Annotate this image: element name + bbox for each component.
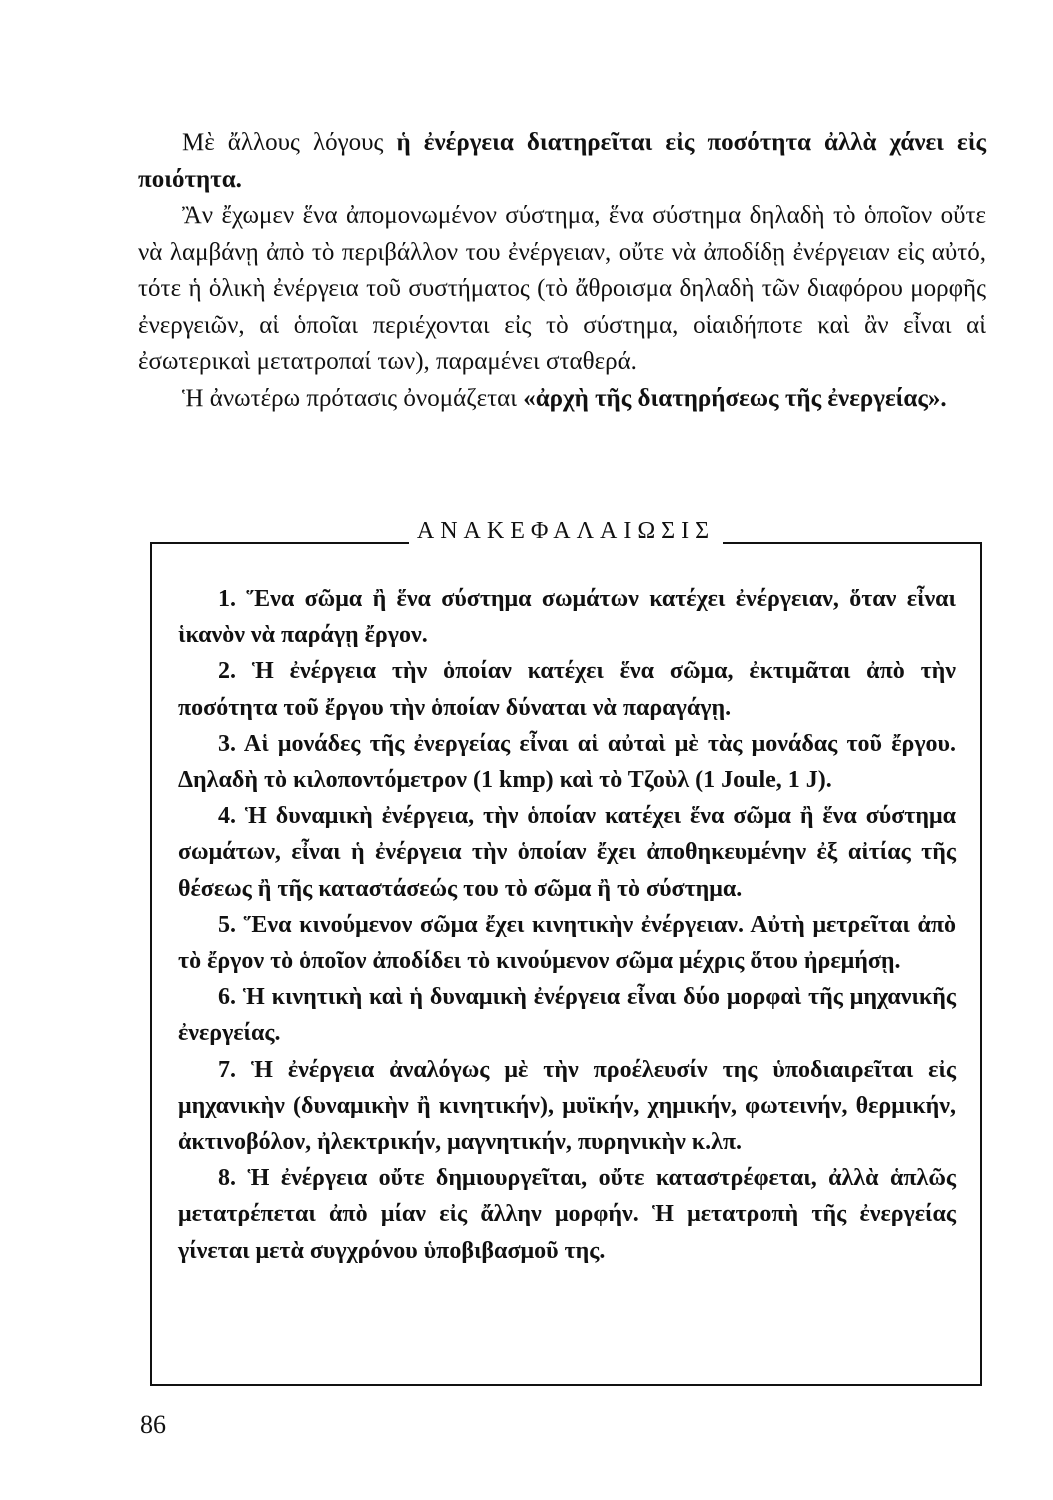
summary-item-8: 8. Ἡ ἐνέργεια οὔτε δημιουργεῖται, οὔτε καταστρέφεται, ἀλλὰ ἁπλῶς μετατρέπεται ἀπὸ μίαν εἰς ἄλλην μορφήν. Ἡ μετατροπὴ τῆς ἐνεργείας γίνεται μετὰ συγχρόνου ὑποβιβασμοῦ της.: [178, 1165, 956, 1264]
summary-item-6: 6. Ἡ κινητικὴ καὶ ἡ δυναμικὴ ἐνέργεια εἶναι δύο μορφαὶ τῆς μηχανικῆς ἐνεργείας.: [178, 984, 956, 1047]
intro-paragraph-1: [138, 125, 986, 198]
summary-item-1: 1. Ἕνα σῶμα ἢ ἕνα σύστημα σωμάτων κατέχει ἐνέργειαν, ὅταν εἶναι ἱκανὸν νὰ παράγῃ ἔργον.: [178, 586, 956, 649]
intro-p1-normal: Μὲ ἄλλους λόγους: [182, 129, 397, 156]
page-number: 86: [140, 1410, 166, 1439]
intro-paragraph-3: [138, 381, 986, 418]
intro-p3-bold: «ἀρχὴ τῆς διατηρήσεως τῆς ἐνεργείας».: [523, 384, 947, 412]
summary-header: [150, 518, 982, 545]
intro-p3-normal: Ἡ ἀνωτέρω πρότασις ὀνομάζεται: [182, 384, 524, 412]
intro-p1-bold: ἡ ἐνέργεια διατηρεῖται εἰς ποσότητα ἀλλὰ χάνει εἰς ποιότητα.: [138, 129, 986, 193]
intro-text: [138, 125, 986, 417]
summary-item-4: 4. Ἡ δυναμικὴ ἐνέργεια, τὴν ὁποίαν κατέχει ἕνα σῶμα ἢ ἕνα σύστημα σωμάτων, εἶναι ἡ ἐνέργεια τὴν ὁποίαν ἔχει ἀποθηκευμένην ἐξ αἰτίας τῆς θέσεως ἢ τῆς καταστάσεώς του τὸ σῶμα ἢ τὸ σύστημα.: [178, 803, 956, 902]
intro-paragraph-2: Ἂν ἔχωμεν ἕνα ἀπομονωμένον σύστημα, ἕνα σύστημα δηλαδὴ τὸ ὁποῖον οὔτε νὰ λαμβάνῃ ἀπὸ τὸ περιβάλλον του ἐνέργειαν, οὔτε νὰ ἀποδίδῃ ἐνέργειαν εἰς αὐτό, τότε ἡ ὁλικὴ ἐνέργεια τοῦ συστήματος (τὸ ἄθροισμα δηλαδὴ τῶν διαφόρου μορφῆς ἐνεργειῶν, αἱ ὁποῖαι περιέχονται εἰς τὸ σύστημα, οἱαιδήποτε καὶ ἂν εἶναι αἱ ἐσωτερικαὶ μετατροπαί των), παραμένει σταθερά.: [138, 202, 986, 375]
summary-item-2: 2. Ἡ ἐνέργεια τὴν ὁποίαν κατέχει ἕνα σῶμα, ἐκτιμᾶται ἀπὸ τὴν ποσότητα τοῦ ἔργου τὴν ὁποίαν δύναται νὰ παραγάγῃ.: [178, 658, 956, 721]
summary-item-3: 3. Αἱ μονάδες τῆς ἐνεργείας εἶναι αἱ αὐταὶ μὲ τὰς μονάδας τοῦ ἔργου. Δηλαδὴ τὸ κιλοποντόμετρον (1 kmp) καὶ τὸ Τζοὺλ (1 Joule, 1 J).: [178, 730, 956, 794]
summary-items: [178, 581, 956, 1269]
summary-item-5: 5. Ἕνα κινούμενον σῶμα ἔχει κινητικὴν ἐνέργειαν. Αὐτὴ μετρεῖται ἀπὸ τὸ ἔργον τὸ ὁποῖον ἀποδίδει τὸ κινούμενον σῶμα μέχρις ὅτου ἠρεμήσῃ.: [178, 911, 956, 975]
summary-item-7: 7. Ἡ ἐνέργεια ἀναλόγως μὲ τὴν προέλευσίν της ὑποδιαιρεῖται εἰς μηχανικὴν (δυναμικὴν ἢ κινητικήν), μυϊκήν, χημικήν, φωτεινήν, θερμικήν, ἀκτινοβόλον, ἠλεκτρικήν, μαγνητικήν, πυρηνικὴν κ.λπ.: [178, 1056, 956, 1156]
summary-title: ΑΝΑΚΕΦΑΛΑΙΩΣΙΣ: [416, 518, 716, 544]
